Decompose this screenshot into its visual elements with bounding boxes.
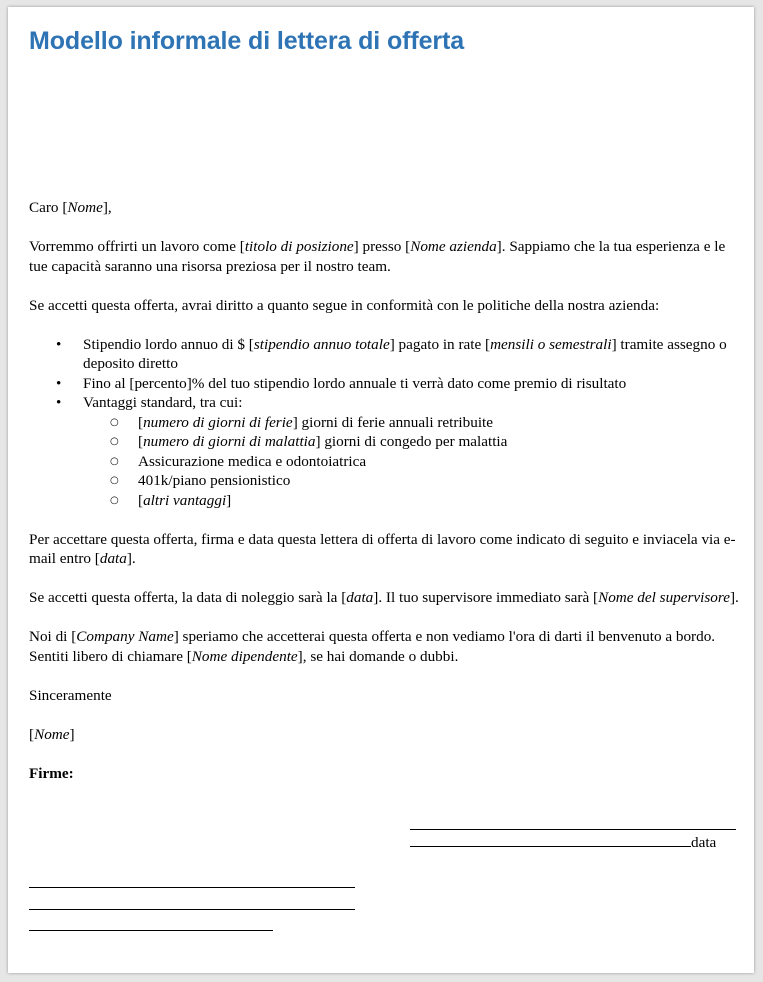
bullet-icon: • bbox=[56, 374, 62, 392]
benefits-sublist bbox=[83, 413, 744, 511]
circle-bullet-icon: ○ bbox=[110, 455, 119, 467]
salary-text-c: ] pagato in rate [ bbox=[389, 335, 491, 353]
sublist-item-insurance bbox=[83, 452, 744, 472]
installment-placeholder: mensili o semestrali bbox=[490, 335, 612, 353]
circle-bullet-icon: ○ bbox=[110, 416, 119, 428]
vacation-days-placeholder: numero di giorni di ferie bbox=[143, 413, 293, 431]
p5-text-a: Noi di [ bbox=[29, 628, 77, 645]
employer-signature-line-1 bbox=[29, 873, 355, 894]
p3-text-c: ]. bbox=[126, 550, 136, 567]
list-item-salary bbox=[29, 335, 744, 374]
signature-name bbox=[29, 725, 744, 745]
sick-days-placeholder: numero di giorni di malattia bbox=[143, 433, 316, 450]
greeting bbox=[29, 198, 744, 218]
employer-line-rule-3 bbox=[29, 916, 273, 931]
circle-bullet-icon: ○ bbox=[110, 494, 119, 506]
company-name-placeholder: Nome azienda bbox=[410, 238, 497, 255]
employer-signature-line-3 bbox=[29, 916, 273, 937]
employer-line-rule-2 bbox=[29, 895, 355, 910]
sublist-item-pension bbox=[83, 471, 744, 491]
document-title: Modello informale di lettera di offerta bbox=[29, 27, 465, 55]
paragraph-accept-instructions bbox=[29, 530, 744, 569]
sublist-item-vacation bbox=[83, 413, 744, 433]
date-line-label: data bbox=[691, 834, 717, 851]
pension-text: 401k/piano pensionistico bbox=[138, 472, 291, 489]
p5-text-e: ], se hai domande o dubbi. bbox=[297, 647, 459, 665]
salary-text-a: Stipendio lordo annuo di $ [ bbox=[83, 335, 254, 353]
paragraph-entitlements: Se accetti questa offerta, avrai diritto a quanto segue in conformità con le politiche della nostra azienda: bbox=[29, 296, 660, 314]
vacation-text-a: [ bbox=[138, 413, 144, 431]
date-line-rule bbox=[410, 832, 691, 847]
p1-text-c: ] presso [ bbox=[353, 238, 411, 255]
bonus-text: Fino al [percento]% del tuo stipendio lordo annuale ti verrà dato come premio di risultato bbox=[83, 374, 627, 392]
insurance-text: Assicurazione medica e odontoiatrica bbox=[138, 452, 367, 470]
employer-line-rule-1 bbox=[29, 873, 355, 888]
sick-text-a: [ bbox=[138, 433, 144, 450]
salary-text-e: ] tramite assegno o deposito diretto bbox=[83, 335, 727, 372]
sig-bracket-close: ] bbox=[69, 725, 75, 743]
circle-bullet-icon: ○ bbox=[110, 436, 119, 447]
p4-text-e: ]. bbox=[729, 589, 739, 606]
signatures-label: Firme: bbox=[29, 764, 74, 782]
closing: Sinceramente bbox=[29, 686, 112, 704]
company-name-placeholder: Company Name bbox=[76, 628, 174, 645]
start-date-placeholder: data bbox=[346, 589, 374, 606]
p4-text-a: Se accetti questa offerta, la data di noleggio sarà la [ bbox=[29, 589, 347, 606]
signature-line-rule bbox=[410, 815, 736, 830]
employee-name-placeholder: Nome dipendente bbox=[191, 647, 298, 665]
bullet-icon: • bbox=[56, 335, 62, 353]
document-page bbox=[8, 7, 754, 973]
p5-text-c: ] speriamo che accetterai questa offerta e non vediamo l'ora di darti il benvenuto a bordo. Sentiti libero di chiamare [ bbox=[29, 628, 716, 665]
annual-salary-placeholder: stipendio annuo totale bbox=[253, 335, 390, 353]
list-item-bonus bbox=[29, 374, 744, 394]
sender-name-placeholder: Nome bbox=[34, 725, 70, 743]
p1-text-a: Vorremmo offrirti un lavoro come [ bbox=[29, 238, 245, 255]
p1-text-e: ]. Sappiamo che la tua esperienza e le tue capacità saranno una risorsa preziosa per il nostro team. bbox=[29, 238, 726, 275]
other-benefits-placeholder: altri vantaggi bbox=[143, 491, 227, 509]
position-title-placeholder: titolo di posizione bbox=[244, 238, 354, 255]
sublist-item-other bbox=[83, 491, 744, 511]
paragraph-start-date bbox=[29, 588, 744, 608]
p3-text-a: Per accettare questa offerta, firma e data questa lettera di offerta di lavoro come indicato di seguito e inviacela via e-mail entro [ bbox=[29, 530, 736, 567]
bullet-icon: • bbox=[56, 394, 62, 411]
greeting-prefix: Caro [ bbox=[29, 199, 68, 216]
benefits-list bbox=[29, 335, 744, 511]
employer-signature-line-2 bbox=[29, 895, 355, 916]
benefits-text: Vantaggi standard, tra cui: bbox=[83, 394, 243, 411]
deadline-date-placeholder: data bbox=[99, 550, 127, 567]
paragraph-welcome bbox=[29, 627, 744, 666]
vacation-text-c: ] giorni di ferie annuali retribuite bbox=[292, 413, 494, 431]
p4-text-c: ]. Il tuo supervisore immediato sarà [ bbox=[373, 589, 599, 606]
paragraph-job-offer bbox=[29, 237, 744, 276]
sick-text-c: ] giorni di congedo per malattia bbox=[315, 433, 508, 450]
sig-bracket-open: [ bbox=[29, 725, 35, 743]
date-line bbox=[410, 832, 716, 853]
letter-body bbox=[29, 198, 744, 803]
other-text-a: [ bbox=[138, 491, 144, 509]
circle-bullet-icon: ○ bbox=[110, 475, 119, 486]
greeting-suffix: ], bbox=[102, 199, 112, 216]
sublist-item-sick-leave bbox=[83, 432, 744, 452]
list-item-benefits bbox=[29, 393, 744, 510]
other-text-c: ] bbox=[226, 491, 232, 509]
supervisor-name-placeholder: Nome del supervisore bbox=[598, 589, 730, 606]
greeting-name-placeholder: Nome bbox=[67, 199, 103, 216]
